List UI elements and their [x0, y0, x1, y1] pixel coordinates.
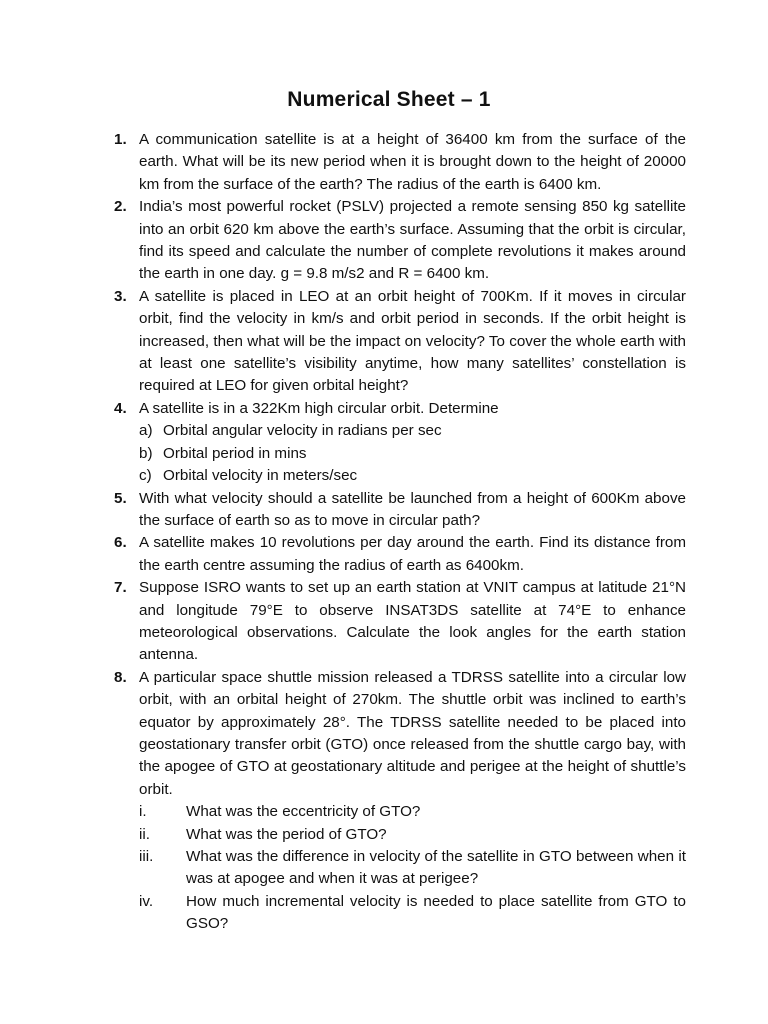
subpart-text: What was the period of GTO? [186, 825, 387, 843]
question-text: With what velocity should a satellite be launched from a height of 600Km above the surface of earth so as to move in circular path? [139, 489, 686, 529]
question-1 [114, 129, 686, 196]
question-text: A satellite is in a 322Km high circular orbit. Determine [139, 399, 499, 417]
subpart-label: ii. [139, 825, 150, 843]
question-list [114, 129, 686, 936]
question-number: 2. [114, 198, 127, 216]
question-5 [114, 488, 686, 533]
question-text: Suppose ISRO wants to set up an earth station at VNIT campus at latitude 21°N and longitude 79°E to observe INSAT3DS satellite at 74°E to enhance meteorological observations. Calculate the look angles for the earth station antenna. [139, 579, 686, 664]
question-8 [114, 667, 686, 801]
subpart-text: Orbital period in mins [163, 444, 307, 462]
subpart-label: iv. [139, 892, 154, 910]
subpart-text: What was the eccentricity of GTO? [186, 803, 421, 821]
question-2 [114, 196, 686, 286]
question-number: 1. [114, 131, 127, 148]
subpart-text: What was the difference in velocity of the satellite in GTO between when it was at apogee and when it was at perigee? [186, 848, 686, 888]
subpart-label: c) [139, 467, 152, 485]
question-text: A communication satellite is at a height of 36400 km from the surface of the earth. What will be its new period when it is brought down to the height of 20000 km from the surface of the earth? The radius of the earth is 6400 km. [139, 131, 686, 193]
question-text: A satellite makes 10 revolutions per day around the earth. Find its distance from the earth centre assuming the radius of earth as 6400km. [139, 534, 686, 574]
page-title: Numerical Sheet – 1 [287, 88, 491, 111]
subpart-item [139, 801, 686, 823]
question-number: 5. [114, 489, 127, 507]
question-6 [114, 532, 686, 577]
question-text: A particular space shuttle mission released a TDRSS satellite into a circular low orbit, with an orbital height of 270km. The shuttle orbit was inclined to earth’s equator by approximately 28°. The TDRSS satellite needed to be placed into geostationary transfer orbit (GTO) once released from the shuttle cargo bay, with the apogee of GTO at geostationary altitude and perigee at the height of shuttle’s orbit. [139, 668, 686, 798]
subpart-item [139, 420, 686, 442]
subpart-item [139, 443, 686, 465]
question-number: 8. [114, 668, 127, 686]
question-number: 3. [114, 287, 127, 305]
question-8-subparts [139, 801, 686, 935]
subpart-label: b) [139, 444, 153, 462]
subpart-label: i. [139, 803, 147, 821]
question-4 [114, 398, 686, 420]
subpart-item [139, 891, 686, 936]
subpart-item [139, 846, 686, 891]
subpart-label: iii. [139, 848, 154, 865]
question-4-subparts [139, 420, 686, 487]
question-text: A satellite is placed in LEO at an orbit height of 700Km. If it moves in circular orbit, find the velocity in km/s and orbit period in seconds. If the orbit height is increased, then what will be the impact on velocity? To cover the whole earth with at least one satellite’s visibility anytime, how many satellites’ constellation is required at LEO for given orbital height? [139, 287, 686, 395]
subpart-label: a) [139, 422, 153, 440]
question-number: 7. [114, 579, 127, 597]
subpart-text: Orbital velocity in meters/sec [163, 467, 358, 485]
subpart-item [139, 465, 686, 487]
question-number: 6. [114, 534, 127, 552]
question-7 [114, 577, 686, 667]
subpart-item [139, 824, 686, 846]
subpart-text: Orbital angular velocity in radians per sec [163, 422, 442, 440]
question-number: 4. [114, 399, 127, 417]
question-3 [114, 286, 686, 398]
subpart-text: How much incremental velocity is needed to place satellite from GTO to GSO? [186, 892, 686, 933]
question-text: India’s most powerful rocket (PSLV) projected a remote sensing 850 kg satellite into an orbit 620 km above the earth’s surface. Assuming that the orbit is circular, find its speed and calculate the number of complete revolutions it makes around the earth in one day. g = 9.8 m/s2 and R = 6400 km. [139, 198, 686, 283]
